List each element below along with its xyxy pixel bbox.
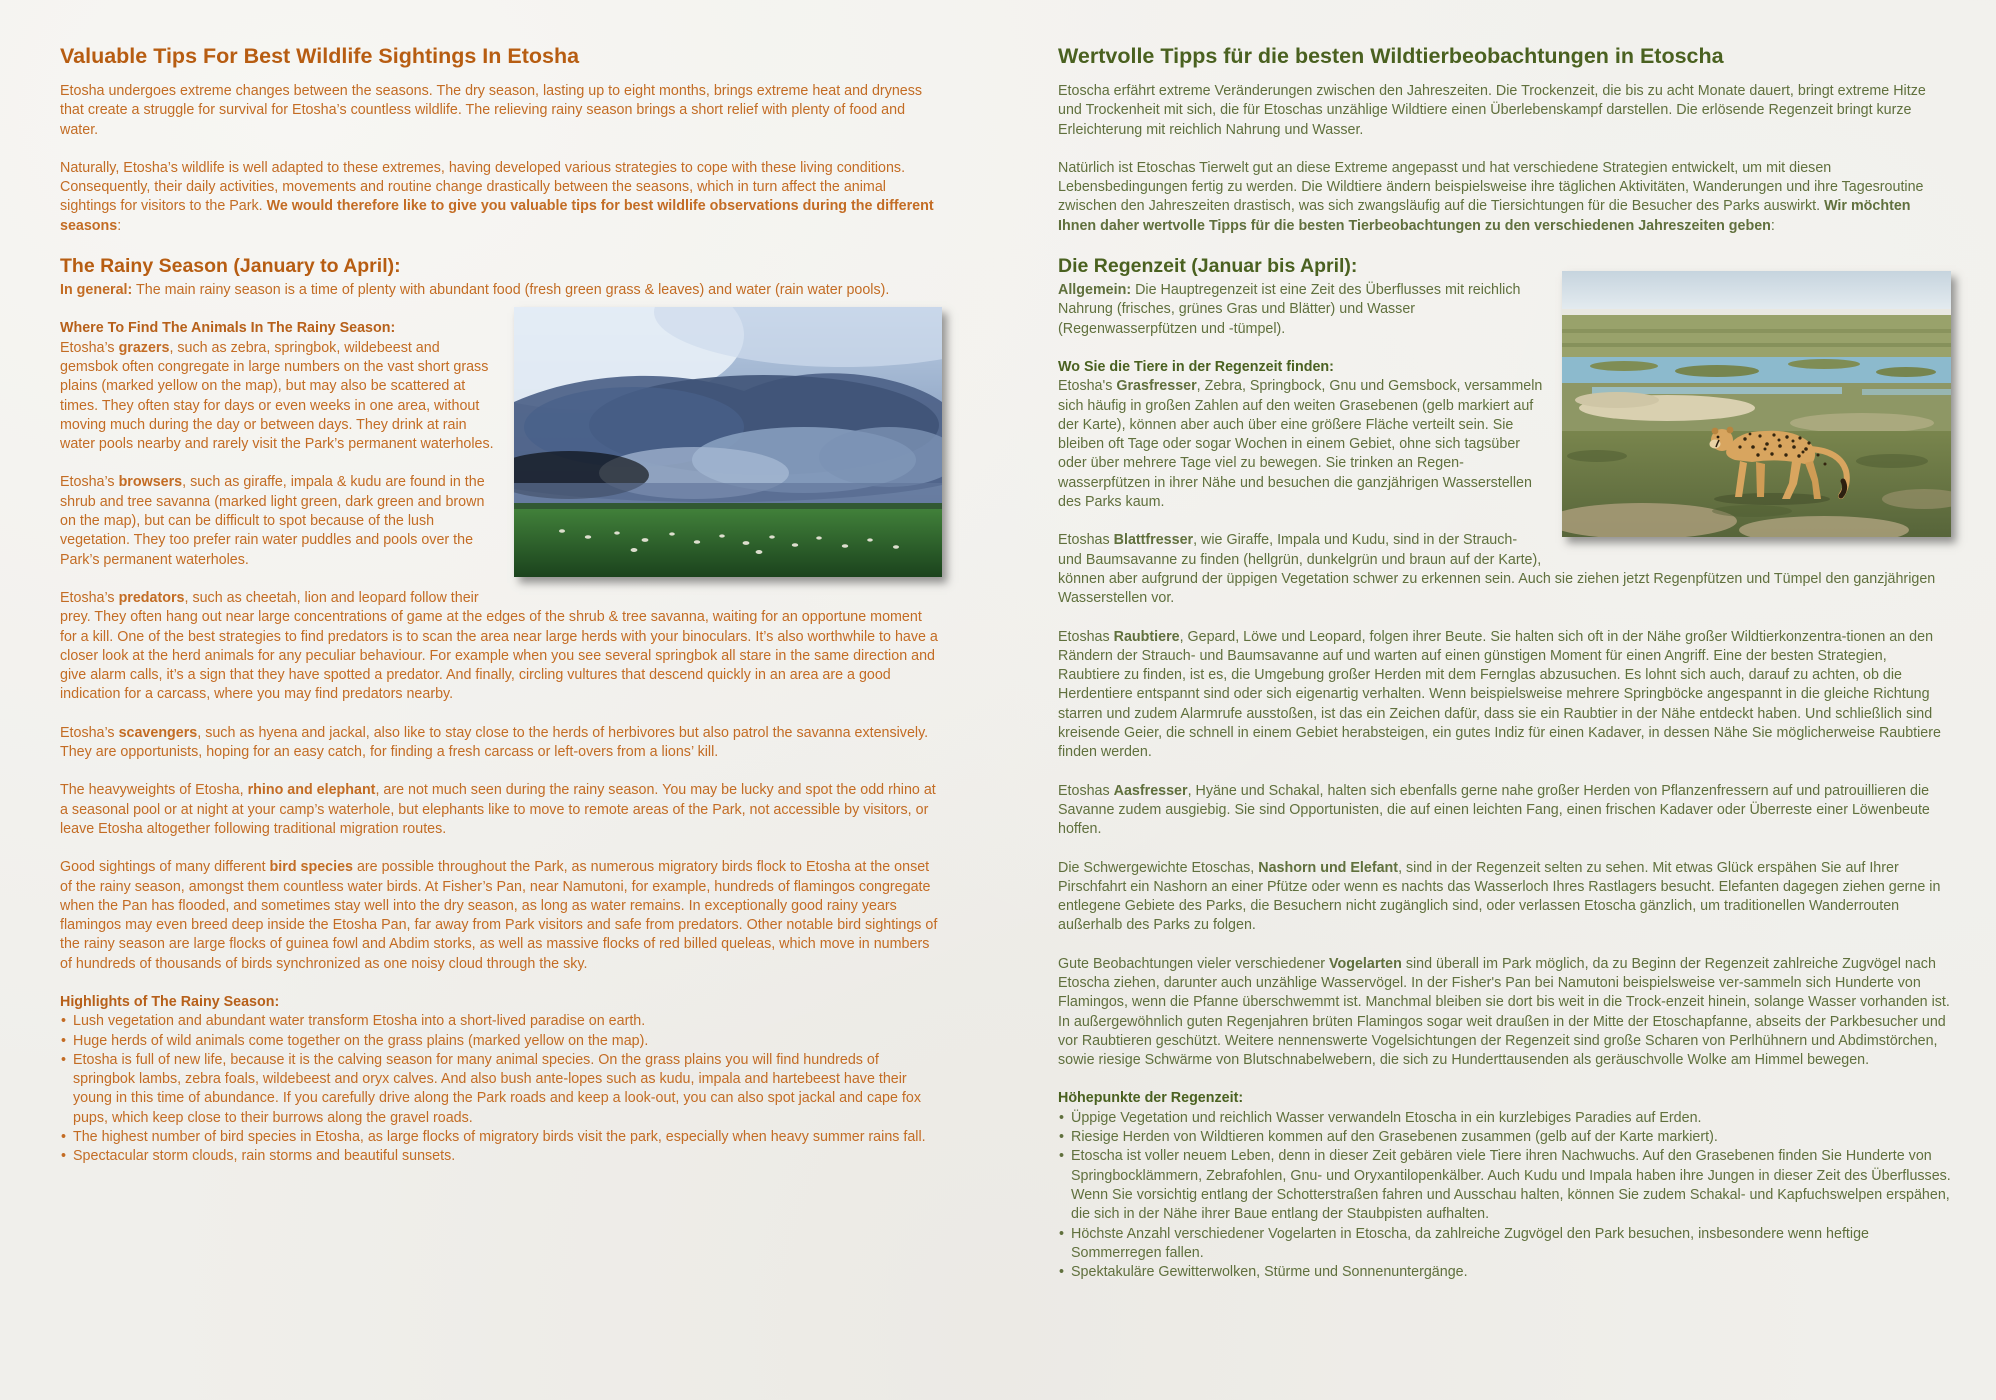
page-title-german: Wertvolle Tipps für die besten Wildtierbeobachtungen in Etoscha xyxy=(1058,44,1724,68)
highlights-list-en xyxy=(60,1012,942,1166)
intro-paragraph-2-en: Naturally, Etosha’s wildlife is well adapted to these extremes, having developed various strategies to cope with these living conditions. Consequently, their daily activities, movements and routine change drastically between the seasons, which in turn affect the animal sightings for visitors to the Park. We would therefore like to give you valuable tips for best wildlife observations during the different seasons: xyxy=(60,159,934,234)
rainy-season-heading-de: Die Regenzeit (Januar bis April): xyxy=(1058,255,1358,278)
grazers-paragraph-en: Etosha’s grazers, such as zebra, springbok, wildebeest and gemsbok often congregate in large numbers on the vast short grass plains (marked yellow on the map), but may also be scattered at times. They often stay for days or even weeks in one area, without moving much during the day or between days. They drink at rain water pools nearby and rarely visit the Park’s permanent waterholes. xyxy=(60,339,494,453)
where-to-find-heading-en: Where To Find The Animals In The Rainy Season: xyxy=(60,320,396,337)
highlight-item-en-2: • Huge herds of wild animals come together on the grass plains (marked yellow on the map). xyxy=(60,1032,942,1051)
in-general-paragraph-en: In general: The main rainy season is a time of plenty with abundant food (fresh green grass & leaves) and water (rain water pools). xyxy=(60,282,890,299)
highlights-list-de xyxy=(1058,1109,1951,1283)
storm-clouds-illustration xyxy=(514,307,942,577)
highlight-item-de-5: • Spektakuläre Gewitterwolken, Stürme und Sonnenuntergänge. xyxy=(1058,1263,1951,1282)
highlight-item-en-5: • Spectacular storm clouds, rain storms and beautiful sunsets. xyxy=(60,1147,942,1166)
intro-paragraph-2-de: Natürlich ist Etoschas Tierwelt gut an diese Extreme angepasst und hat verschiedene Strategien entwickelt, um mit diesen Lebensbedingungen fertig zu werden. Die Wildtiere ändern beispielsweise ihre täglichen Aktivitäten, Wanderungen und ihre Tagesroutine zwischen den Jahreszeiten drastisch, was sich zwangsläufig auf die Tiersichtungen für die Besucher des Parks auswirkt. Wir möchten Ihnen daher wertvolle Tipps für die besten Tierbeobachtungen zu den verschiedenen Jahreszeiten geben: xyxy=(1058,159,1924,234)
highlights-heading-de: Höhepunkte der Regenzeit: xyxy=(1058,1090,1244,1107)
scavengers-paragraph-en: Etosha’s scavengers, such as hyena and jackal, also like to stay close to the herds of herbivores but also patrol the savanna extensively. They are opportunists, hoping for an easy catch, for finding a fresh carcass or left-overs from a lions’ kill. xyxy=(60,724,929,761)
browsers-paragraph-en: Etosha’s browsers, such as giraffe, impala & kudu are found in the shrub and tree savanna (marked light green, dark green and brown on the map), but can be difficult to spot because of the lush vegetation. They too prefer rain water puddles and pools over the Park’s permanent waterholes. xyxy=(60,474,485,568)
highlight-item-de-4: • Höchste Anzahl verschiedener Vogelarten in Etoscha, da zahlreiche Zugvögel den Park besuchen, insbesondere wenn heftige Sommerregen fallen. xyxy=(1058,1225,1951,1264)
cheetah-savanna-illustration xyxy=(1562,271,1951,537)
rainy-season-heading-en: The Rainy Season (January to April): xyxy=(60,255,401,278)
highlights-heading-en: Highlights of The Rainy Season: xyxy=(60,993,280,1010)
bird-species-paragraph-en: Good sightings of many different bird species are possible throughout the Park, as numerous migratory birds flock to Etosha at the onset of the rainy season, amongst them countless water birds. At Fisher’s Pan, near Namutoni, for example, hundreds of flamingos congregate when the Pan has flooded, and sometimes stay well into the dry season, as long as water remains. In exceptionally good rainy years flamingos may even breed deep inside the Etosha Pan, far away from Park visitors and safe from predators. Other notable bird sightings of the rainy season are large flocks of guinea fowl and Abdim storks, as well as massive flocks of red billed queleas, which move in numbers of hundreds of thousands of birds synchronized as one noisy cloud through the sky. xyxy=(60,859,938,972)
highlight-item-de-1: • Üppige Vegetation und reichlich Wasser verwandeln Etoscha in ein kurzlebiges Paradies auf Erden. xyxy=(1058,1109,1951,1128)
in-general-paragraph-de: Allgemein: Die Hauptregenzeit ist eine Zeit des Überflusses mit reichlich Nahrung (frisches, grünes Gras und Blätter) und Wasser (Regenwasserpfützen und -tümpel). xyxy=(1058,282,1521,337)
intro-paragraph-1-en: Etosha undergoes extreme changes between the seasons. The dry season, lasting up to eight months, brings extreme heat and dryness that create a struggle for survival for Etosha’s countless wildlife. The relieving rainy season brings a short relief with plenty of food and water. xyxy=(60,83,923,138)
scavengers-paragraph-de: Etoshas Aasfresser, Hyäne und Schakal, halten sich ebenfalls gerne nahe großer Herden von Pflanzenfressern auf und patrouillieren die Savanne zudem ausgiebig. Sie sind Opportunisten, die auf einen leichten Fang, einen frischen Kadaver oder Überreste einer Löwenbeute hoffen. xyxy=(1058,782,1930,838)
intro-paragraph-1-de: Etoscha erfährt extreme Veränderungen zwischen den Jahreszeiten. Die Trockenzeit, die bis zu acht Monate dauert, bringt extreme Hitze und Trockenheit mit sich, die für Etoschas unzählige Wildtiere einen Überlebenskampf darstellen. Die erlösende Regenzeit bringt kurze Erleichterung mit reichlich Nahrung und Wasser. xyxy=(1058,83,1926,138)
bird-species-paragraph-de: Gute Beobachtungen vieler verschiedener Vogelarten sind überall im Park möglich, da zu Beginn der Regenzeit zahlreiche Zugvögel nach Etoscha ziehen, darunter auch unzählige Wasservögel. In der Fisher's Pan bei Namutoni beispielsweise ver-sammeln sich Hunderte von Flamingos, wenn die Pfanne überschwemmt ist. Manchmal bleiben sie dort bis weit in die Trock-enzeit hinein, solange Wasser vorhanden ist. In außergewöhnlich guten Regenjahren brüten Flamingos sogar weit draußen in der Mitte der Etoschapfanne, abseits der Parkbesucher und vor Raubtieren geschützt. Weitere nennenswerte Vogelsichtungen der Regenzeit sind große Scharen von Perlhühnern und Abdimstörchen, sowie riesige Schwärme von Blutschnabelwebern, die sich zu Hunderttausenden als geräuschvolle Wolke am Himmel bewegen. xyxy=(1058,955,1950,1069)
highlight-item-en-1: • Lush vegetation and abundant water transform Etosha into a short-lived paradise on earth. xyxy=(60,1012,942,1031)
heavyweights-paragraph-de: Die Schwergewichte Etoschas, Nashorn und Elefant, sind in der Regenzeit selten zu sehen. Mit etwas Glück erspähen Sie auf Ihrer Pirschfahrt ein Nashorn an einer Pfütze oder wenn es nachts das Wasserloch Ihres Rastlagers besucht. Elefanten dagegen ziehen gerne in entlegene Gebiete des Parks, die Besuchern nicht zugänglich sind, oder verlassen Etoscha gänzlich, um traditionellen Wanderrouten außerhalb des Parks zu folgen. xyxy=(1058,859,1941,934)
right-page-german xyxy=(1058,44,1951,1301)
cheetah-photo xyxy=(1562,271,1951,537)
heavyweights-paragraph-en: The heavyweights of Etosha, rhino and elephant, are not much seen during the rainy season. You may be lucky and spot the odd rhino at a seasonal pool or at night at your camp’s waterhole, but elephants like to move to remote areas of the Park, not accessible by visitors, or leave Etosha altogether following traditional migration routes. xyxy=(60,782,936,837)
storm-clouds-photo xyxy=(514,307,942,577)
predators-paragraph-en: Etosha’s predators, such as cheetah, lion and leopard follow their prey. They often hang out near large concentrations of game at the edges of the shrub & tree savanna, waiting for an opportune moment for a kill. One of the best strategies to find predators is to scan the area near large herds with your binoculars. It’s also worthwhile to have a closer look at the herd animals for any peculiar behaviour. For example when you see several springbok all stare in the same direction and give alarm calls, it’s a sign that they have spotted a predator. And finally, circling vultures that descend quickly in an area are a good indication for a carcass, where you may find predators nearby. xyxy=(60,589,938,703)
highlight-item-en-3: • Etosha is full of new life, because it is the calving season for many animal species. On the grass plains you will find hundreds of springbok lambs, zebra foals, wildebeest and oryx calves. And also bush ante-lopes such as kudu, impala and hartebeest have their young in this time of abundance. If you carefully drive along the Park roads and keep a look-out, you can also spot jackal and cape fox pups, which keep close to their burrows along the gravel roads. xyxy=(60,1051,942,1128)
left-page-english xyxy=(60,44,942,1186)
highlight-item-en-4: • The highest number of bird species in Etosha, as large flocks of migratory birds visit the park, especially when heavy summer rains fall. xyxy=(60,1128,942,1147)
where-to-find-heading-de: Wo Sie die Tiere in der Regenzeit finden: xyxy=(1058,358,1334,375)
page-title-english: Valuable Tips For Best Wildlife Sightings In Etosha xyxy=(60,44,580,68)
highlight-item-de-2: • Riesige Herden von Wildtieren kommen auf den Grasebenen zusammen (gelb auf der Karte markiert). xyxy=(1058,1128,1951,1147)
browsers-paragraph-de: Etoshas Blattfresser, wie Giraffe, Impala und Kudu, sind in der Strauch- und Baumsavanne zu finden (hellgrün, dunkelgrün und braun auf der Karte), können aber aufgrund der üppigen Vegetation schwer zu erkennen sein. Auch sie ziehen jetzt Regenpfützen und Tümpel den ganzjährigen Wasserstellen vor. xyxy=(1058,532,1936,607)
predators-paragraph-de: Etoshas Raubtiere, Gepard, Löwe und Leopard, folgen ihrer Beute. Sie halten sich oft in der Nähe großer Wildtierkonzentra-tionen an den Rändern der Strauch- und Baumsavanne auf und warten auf einen günstigen Moment für einen Angriff. Eine der besten Strategien, Raubtiere zu finden, ist es, die Umgebung großer Herden mit dem Fernglas abzusuchen. Es lohnt sich auch, darauf zu achten, ob die Herdentiere entspannt sind oder sich eigenartig verhalten. Wenn beispielsweise mehrere Springböcke angespannt in die gleiche Richtung starren und zudem Alarmrufe ausstoßen, ist das ein Zeichen dafür, dass sie ein Raubtier in der Nähe entdeckt haben. Und schließlich sind kreisende Geier, die schnell in einem Gebiet herabsteigen, ein gutes Indiz für einen Kadaver, in dessen Nähe Sie möglicherweise Raubtiere finden werden. xyxy=(1058,628,1941,761)
highlight-item-de-3: • Etoscha ist voller neuem Leben, denn in dieser Zeit gebären viele Tiere ihren Nachwuchs. Auf den Grasebenen finden Sie Hunderte von Springbocklämmern, Zebrafohlen, Gnu- und Oryxantilopenkälber. Auch Kudu und Impala haben ihre Jungen in dieser Zeit des Überflusses. Wenn Sie vorsichtig entlang der Schotterstraßen fahren und Ausschau halten, können Sie zudem Schakal- und Kapfuchswelpen erspähen, die sich in der Nähe ihrer Baue entlang der Staubpisten aufhalten. xyxy=(1058,1147,1951,1224)
grazers-paragraph-de: Etosha's Grasfresser, Zebra, Springbock, Gnu und Gemsbock, versammeln sich häufig in großen Zahlen auf den weiten Grasebenen (gelb markiert auf der Karte), können aber auch über eine größere Fläche verteilt sein. Sie bleiben oft Tage oder sogar Wochen in einem Gebiet, ohne sich tagsüber oder über mehrere Tage viel zu bewegen. Sie trinken an Regen-wasserpfützen in ihrer Nähe und besuchen die ganzjährigen Wasserstellen des Parks kaum. xyxy=(1058,378,1543,511)
